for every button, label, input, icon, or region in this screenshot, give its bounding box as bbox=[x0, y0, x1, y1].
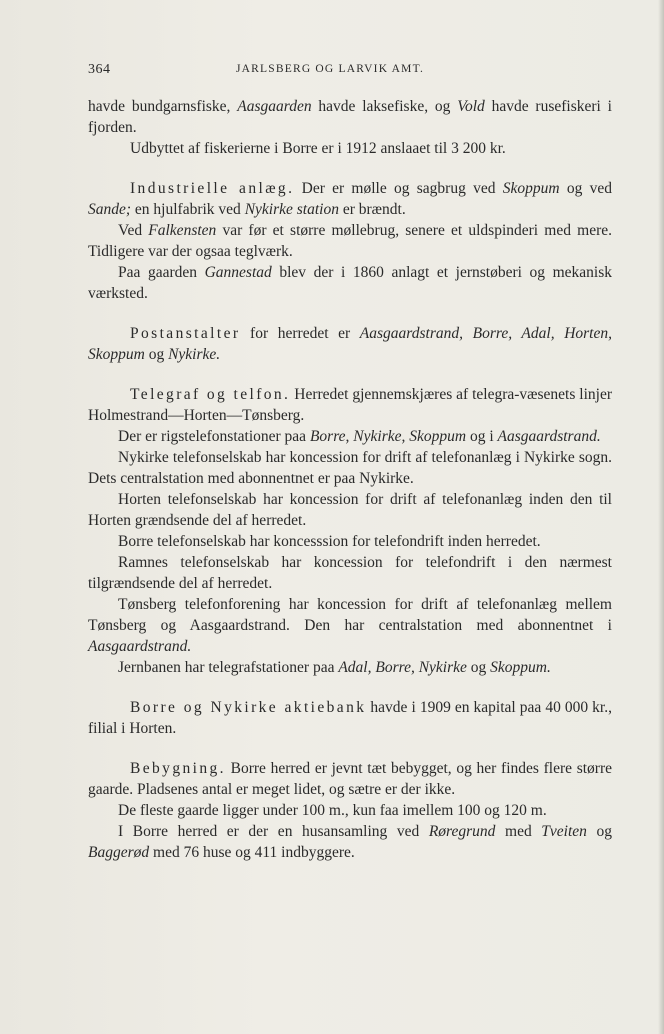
text: en hjulfabrik ved bbox=[131, 201, 245, 218]
place-name: Falkensten bbox=[148, 222, 217, 239]
place-name: Nykirke. bbox=[168, 346, 221, 363]
place-name: Adal, Borre, Nykirke bbox=[338, 659, 467, 676]
running-head: JARLSBERG OG LARVIK AMT. bbox=[236, 63, 425, 75]
paragraph-husansamling bbox=[88, 821, 612, 863]
section-heading: Telegraf og telfon. bbox=[130, 386, 291, 403]
text: er brændt. bbox=[338, 201, 406, 218]
place-name: Baggerød bbox=[88, 844, 150, 861]
text: og i bbox=[466, 428, 498, 445]
text: Der er mølle og sagbrug ved bbox=[294, 180, 503, 197]
place-name: Aasgaardstrand. bbox=[497, 428, 601, 445]
text: havde i 1909 en kapital paa 40 000 kr., filial i Horten. bbox=[88, 699, 612, 737]
place-name: Skoppum bbox=[502, 180, 560, 197]
text: Tønsberg telefonforening har koncession for drift af telefonanlæg mellem Tønsberg og Aasgaardstrand. Den har centralstation med abonnentnet i bbox=[88, 596, 612, 634]
paragraph-telegraf bbox=[88, 384, 612, 426]
text: og ved bbox=[559, 180, 612, 197]
paragraph-fiske-cont bbox=[88, 96, 612, 138]
text: og bbox=[586, 823, 613, 840]
text: med 76 huse og 411 indbyggere. bbox=[149, 844, 355, 861]
text: Ved bbox=[118, 222, 149, 239]
paragraph-bebygning bbox=[88, 758, 612, 800]
text: og bbox=[466, 659, 491, 676]
paragraph-falkensten bbox=[88, 220, 612, 262]
text: var før et større møllebrug, senere et uldspinderi med mere. Tidligere var der ogsaa teglværk. bbox=[88, 222, 612, 260]
section-heading: Industrielle anlæg. bbox=[130, 180, 295, 197]
page-number: 364 bbox=[88, 62, 111, 77]
paragraph-gannestad bbox=[88, 262, 612, 304]
text: Der er rigstelefonstationer paa bbox=[118, 428, 310, 445]
place-name: Aasgaardstrand, Borre, Adal, Horten, Skoppum bbox=[88, 325, 612, 363]
paragraph-postanstalter bbox=[88, 323, 612, 365]
page-body bbox=[88, 96, 612, 863]
paragraph-horten-telefon: Horten telefonselskab har koncession for drift af telefonanlæg inden den til Horten grændsende del af herredet. bbox=[88, 491, 612, 529]
paragraph-gaarde-hoide: De fleste gaarde ligger under 100 m., kun faa imellem 100 og 120 m. bbox=[118, 802, 547, 819]
place-name: Aasgaardstrand. bbox=[88, 638, 192, 655]
paragraph-industrielle bbox=[88, 178, 612, 220]
place-name: Skoppum. bbox=[490, 659, 551, 676]
paragraph-ramnes-telefon: Ramnes telefonselskab har koncession for telefondrift i den nærmest tilgrændsende del af herredet. bbox=[88, 554, 612, 592]
paragraph-aktiebank bbox=[88, 697, 612, 739]
text: havde rusefiskeri i fjorden. bbox=[88, 98, 612, 136]
text: Jernbanen har telegrafstationer paa bbox=[118, 659, 339, 676]
paragraph-tonsberg-telefon bbox=[88, 594, 612, 657]
text: med bbox=[495, 823, 542, 840]
page-edge-shadow bbox=[658, 0, 664, 1034]
paragraph-rigstelefon bbox=[88, 426, 612, 447]
section-heading: Borre og Nykirke aktiebank bbox=[130, 699, 367, 716]
text: blev der i 1860 anlagt et jernstøberi og mekanisk værksted. bbox=[88, 264, 612, 302]
text: havde bundgarnsfiske, bbox=[88, 98, 238, 115]
paragraph-borre-telefon: Borre telefonselskab har koncesssion for telefondrift inden herredet. bbox=[118, 533, 541, 550]
text: havde laksefiske, og bbox=[311, 98, 458, 115]
paragraph-udbyttet: Udbyttet af fiskerierne i Borre er i 1912 anslaaet til 3 200 kr. bbox=[130, 140, 506, 157]
section-heading: Postanstalter bbox=[130, 325, 241, 342]
place-name: Vold bbox=[457, 98, 485, 115]
section-heading: Bebygning. bbox=[130, 760, 226, 777]
place-name: Nykirke station bbox=[244, 201, 339, 218]
place-name: Gannestad bbox=[204, 264, 272, 281]
paragraph-jernbanen bbox=[88, 657, 612, 678]
place-name: Sande; bbox=[88, 201, 132, 218]
place-name: Aasgaarden bbox=[237, 98, 312, 115]
place-name: Borre, Nykirke, Skoppum bbox=[309, 428, 467, 445]
text: I Borre herred er der en husansamling ved bbox=[118, 823, 429, 840]
place-name: Tveiten bbox=[541, 823, 587, 840]
text: Paa gaarden bbox=[118, 264, 205, 281]
text: for herredet er bbox=[240, 325, 360, 342]
text: Borre herred er jevnt tæt bebygget, og her findes flere større gaarde. Pladsenes antal er meget lidet, og sætre er der ikke. bbox=[88, 760, 612, 798]
text: Herredet gjennemskjæres af telegra-væsenets linjer Holmestrand—Horten—Tønsberg. bbox=[88, 386, 612, 424]
page-header bbox=[88, 62, 610, 82]
text: og bbox=[144, 346, 169, 363]
paragraph-nykirke-telefon: Nykirke telefonselskab har koncession for drift af telefonanlæg i Nykirke sogn. Dets centralstation med abonnentnet er paa Nykirke. bbox=[88, 449, 612, 487]
place-name: Røregrund bbox=[428, 823, 496, 840]
